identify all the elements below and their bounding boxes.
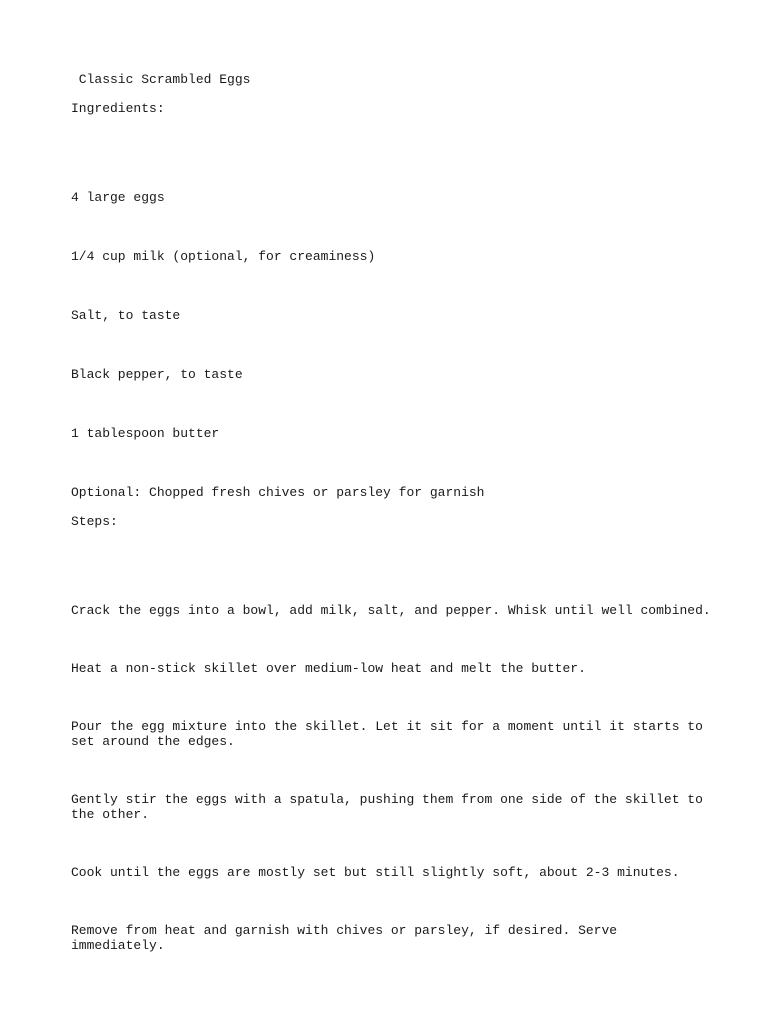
ingredients-list: [71, 190, 711, 500]
ingredient-item: 1/4 cup milk (optional, for creaminess): [71, 249, 376, 264]
step-item: Gently stir the eggs with a spatula, pushing them from one side of the skillet to the other.: [71, 792, 703, 822]
ingredients-heading: Ingredients:: [71, 101, 165, 116]
step-item: Heat a non-stick skillet over medium-low heat and melt the butter.: [71, 661, 586, 676]
steps-list: [71, 603, 711, 953]
ingredient-item: 1 tablespoon butter: [71, 426, 220, 441]
step-item: Remove from heat and garnish with chives or parsley, if desired. Serve immediately.: [71, 923, 618, 953]
step-item: Cook until the eggs are mostly set but still slightly soft, about 2-3 minutes.: [71, 865, 680, 880]
recipe-title: Classic Scrambled Eggs: [71, 72, 251, 87]
ingredient-item: Optional: Chopped fresh chives or parsley for garnish: [71, 485, 485, 500]
step-item: Pour the egg mixture into the skillet. Let it sit for a moment until it starts to set around the edges.: [71, 719, 703, 749]
recipe-document: [71, 72, 711, 953]
ingredient-item: 4 large eggs: [71, 190, 165, 205]
ingredient-item: Black pepper, to taste: [71, 367, 243, 382]
step-item: Crack the eggs into a bowl, add milk, salt, and pepper. Whisk until well combined.: [71, 603, 711, 618]
ingredient-item: Salt, to taste: [71, 308, 181, 323]
steps-heading: Steps:: [71, 514, 118, 529]
